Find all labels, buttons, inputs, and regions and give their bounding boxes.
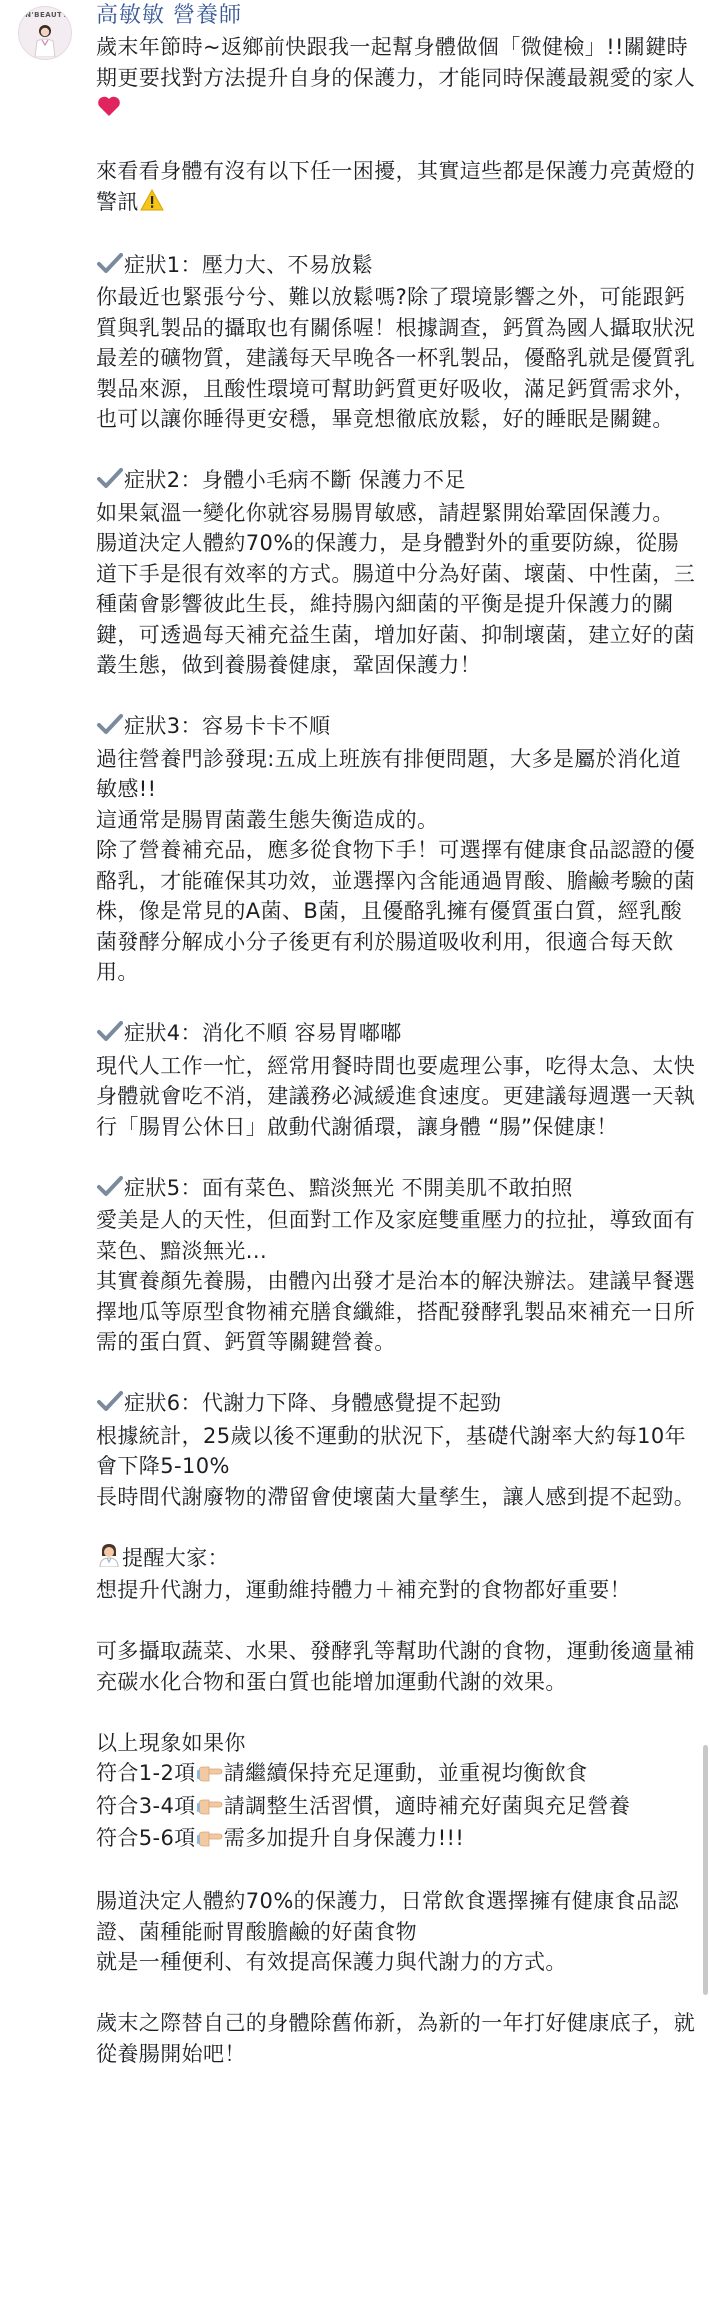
check-icon: [97, 1390, 123, 1421]
paragraph-text: 其實養顏先養腸，由體內出發才是治本的解決辦法。建議早餐選擇地瓜等原型食物補充膳食纖維，搭配發酵乳製品來補充一日所需的蛋白質、鈣質等關鍵營養。: [96, 1269, 696, 1354]
paragraph-text: 需多加提升自身保護力!!!: [223, 1826, 465, 1850]
heart-icon: [97, 95, 121, 126]
section-heading: [96, 1543, 696, 1576]
criteria-label: 符合5-6項: [96, 1826, 196, 1850]
paragraph-text: 可多攝取蔬菜、水果、發酵乳等幫助代謝的食物，運動後適量補充碳水化合物和蛋白質也能增加運動代謝的效果。: [96, 1639, 696, 1694]
paragraph: [96, 156, 696, 219]
paragraph-text: 症狀5：面有菜色、黯淡無光 不開美肌不敢拍照: [124, 1175, 573, 1200]
avatar-brand: IN'BEAUTY: [22, 11, 68, 19]
author-name[interactable]: 高敏敏 營養師: [96, 3, 242, 28]
scrollbar[interactable]: [703, 1745, 708, 1995]
check-icon: [97, 252, 123, 283]
pointing-hand-icon: [197, 1825, 223, 1856]
section-heading: [96, 711, 696, 744]
paragraph: [96, 32, 696, 126]
paragraph-spacer: [96, 126, 696, 157]
paragraph-spacer: [96, 988, 696, 1019]
paragraph-text: 歲末年節時~返鄉前快跟我一起幫身體做個「微健檢」!!關鍵時期更要找對方法提升自身的保護力，才能同時保護最親愛的家人: [96, 35, 696, 90]
paragraph-text: 想提升代謝力，運動維持體力＋補充對的食物都好重要！: [96, 1578, 631, 1602]
paragraph: [96, 528, 696, 681]
avatar[interactable]: [18, 6, 72, 60]
nutritionist-figure-icon: [33, 23, 57, 57]
paragraph: [96, 1051, 696, 1143]
paragraph-text: 這通常是腸胃菌叢生態失衡造成的。: [96, 807, 439, 832]
paragraph: [96, 1205, 696, 1266]
section-heading: [96, 250, 696, 283]
paragraph: [96, 1758, 696, 1791]
paragraph-text: 歲末之際替自己的身體除舊佈新，為新的一年打好健康底子，就從養腸開始吧！: [96, 2011, 696, 2066]
paragraph-text: 愛美是人的天性，但面對工作及家庭雙重壓力的拉扯，導致面有菜色、黯淡無光...: [96, 1208, 696, 1263]
paragraph-spacer: [96, 219, 696, 250]
paragraph-text: 長時間代謝廢物的滯留會使壞菌大量孳生，讓人感到提不起勁。: [96, 1484, 696, 1509]
paragraph-text: 現代人工作一忙，經常用餐時間也要處理公事，吃得太急、太快身體就會吃不消，建議務必減緩進食速度。更建議每週選一天執行「腸胃公休日」啟動代謝循環，讓身體 “腸”保健康！: [96, 1053, 696, 1139]
paragraph: [96, 805, 696, 836]
paragraph: [96, 744, 696, 805]
paragraph-text: 症狀2：身體小毛病不斷 保護力不足: [124, 468, 466, 492]
paragraph: [96, 282, 696, 435]
criteria-label: 符合1-2項: [96, 1761, 196, 1785]
paragraph-spacer: [96, 1606, 696, 1637]
paragraph: [96, 1482, 696, 1513]
section-heading: [96, 1388, 696, 1421]
paragraph-text: 如果氣溫一變化你就容易腸胃敏感，請趕緊開始鞏固保護力。: [96, 500, 674, 525]
paragraph-spacer: [96, 1978, 696, 2009]
paragraph-text: 請繼續保持充足運動，並重視均衡飲食: [223, 1761, 588, 1785]
paragraph-text: 過往營養門診發現:五成上班族有排便問題，大多是屬於消化道敏感!!: [96, 746, 682, 801]
paragraph: [96, 498, 696, 529]
paragraph-spacer: [96, 1856, 696, 1887]
paragraph-text: 症狀3：容易卡卡不順: [124, 714, 331, 738]
paragraph-spacer: [96, 681, 696, 712]
paragraph-text: 症狀1：壓力大、不易放鬆: [124, 252, 374, 277]
paragraph: [96, 1421, 696, 1482]
check-icon: [97, 1020, 123, 1051]
paragraph-text: 腸道決定人體約70%的保護力，是身體對外的重要防線，從腸道下手是很有效率的方式。腸道中分為好菌、壞菌、中性菌，三種菌會影響彼此生長，維持腸內細菌的平衡是提升保護力的關鍵，可透過每天補充益生菌，增加好菌、抑制壞菌，建立好的菌叢生態，做到養腸養健康，鞏固保護力！: [96, 531, 696, 677]
paragraph-text: 來看看身體有沒有以下任一困擾，其實這些都是保護力亮黃燈的警訊: [96, 159, 696, 214]
paragraph: [96, 2008, 696, 2069]
pointing-hand-icon: [197, 1760, 223, 1791]
section-heading: [96, 1173, 696, 1206]
paragraph-text: 你最近也緊張兮兮、難以放鬆嗎?除了環境影響之外，可能跟鈣質與乳製品的攝取也有關係喔！根據調查，鈣質為國人攝取狀況最差的礦物質，建議每天早晚各一杯乳製品，優酪乳就是優質乳製品來源，且酸性環境可幫助鈣質更好吸收，滿足鈣質需求外，也可以讓你睡得更安穩，畢竟想徹底放鬆，好的睡眠是關鍵。: [96, 285, 696, 431]
paragraph-spacer: [96, 1142, 696, 1173]
check-icon: [97, 467, 123, 498]
warning-icon: [140, 189, 164, 220]
criteria-label: 符合3-4項: [96, 1793, 196, 1818]
paragraph-text: 根據統計，25歲以後不運動的狀況下，基礎代謝率大約每10年會下降5-10%: [96, 1423, 687, 1478]
paragraph-text: 症狀4：消化不順 容易胃嘟嘟: [124, 1021, 402, 1045]
paragraph-text: 提醒大家：: [122, 1545, 229, 1570]
paragraph: [96, 1728, 696, 1759]
paragraph-spacer: [96, 1358, 696, 1389]
paragraph: [96, 835, 696, 988]
paragraph: [96, 1823, 696, 1856]
paragraph-text: 請調整生活習慣，適時補充好菌與充足營養: [223, 1793, 631, 1818]
health-worker-icon: [97, 1543, 121, 1576]
paragraph: [96, 1791, 696, 1824]
post-body: [96, 32, 696, 2069]
paragraph: [96, 1636, 696, 1697]
section-heading: [96, 465, 696, 498]
paragraph-text: 就是一種便利、有效提高保護力與代謝力的方式。: [96, 1950, 567, 1974]
paragraph-spacer: [96, 435, 696, 466]
check-icon: [97, 713, 123, 744]
pointing-hand-icon: [197, 1793, 223, 1824]
check-icon: [97, 1175, 123, 1206]
paragraph-spacer: [96, 1512, 696, 1543]
paragraph: [96, 1266, 696, 1358]
paragraph: [96, 1575, 696, 1606]
paragraph-spacer: [96, 1697, 696, 1728]
paragraph-text: 症狀6：代謝力下降、身體感覺提不起勁: [124, 1391, 502, 1415]
paragraph-text: 除了營養補充品，應多從食物下手！可選擇有健康食品認證的優酪乳，才能確保其功效，並選擇內含能通過胃酸、膽鹼考驗的菌株，像是常見的A菌、B菌，且優酪乳擁有優質蛋白質，經乳酸菌發酵分解成小分子後更有利於腸道吸收利用，很適合每天飲用。: [96, 838, 696, 984]
paragraph: [96, 1886, 696, 1947]
section-heading: [96, 1018, 696, 1051]
paragraph: [96, 1947, 696, 1978]
paragraph-text: 腸道決定人體約70%的保護力，日常飲食選擇擁有健康食品認證、菌種能耐胃酸膽鹼的好菌食物: [96, 1889, 679, 1944]
paragraph-text: 以上現象如果你: [96, 1730, 246, 1755]
